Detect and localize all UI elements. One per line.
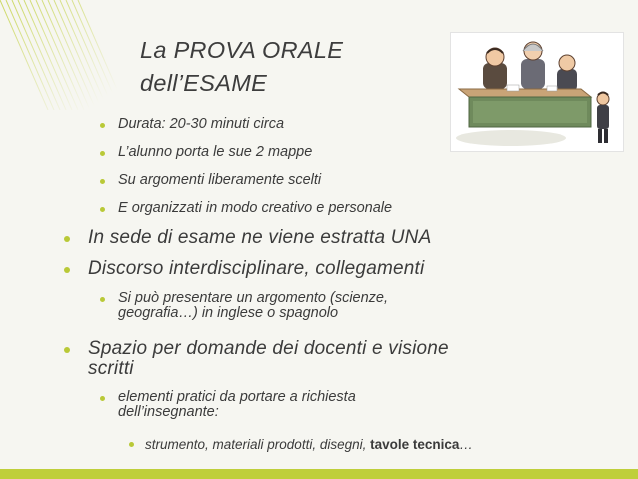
bullet-dot [64, 267, 70, 273]
bullet-dot [100, 151, 105, 156]
list-item: Discorso interdisciplinare, collegamenti [88, 259, 424, 279]
emphasis-text: tavole tecnica [370, 437, 460, 452]
slide-title [140, 34, 343, 100]
item-text: strumento, materiali prodotti, disegni, [145, 437, 371, 452]
bottom-accent-bar [0, 469, 638, 479]
item-tail: … [459, 437, 473, 452]
list-item: Spazio per domande dei docenti e visione scritti [88, 339, 449, 379]
list-item: elementi pratici da portare a richiesta dell’insegnante: [118, 390, 356, 420]
title-line-2: dell’ESAME [140, 70, 268, 96]
list-item [145, 437, 473, 452]
list-item: In sede di esame ne viene estratta UNA [88, 228, 431, 248]
bullet-dot [64, 347, 70, 353]
bullet-dot [100, 123, 105, 128]
bullet-dot [100, 179, 105, 184]
exam-commission-cartoon [451, 33, 623, 151]
bullet-dot [64, 236, 70, 242]
list-item: Durata: 20-30 minuti circa [118, 117, 284, 132]
list-item: Si può presentare un argomento (scienze, geografia…) in inglese o spagnolo [118, 291, 388, 321]
decorative-stripes [0, 0, 150, 110]
bullet-dot [129, 442, 134, 447]
bullet-dot [100, 297, 105, 302]
bullet-dot [100, 207, 105, 212]
list-item: E organizzati in modo creativo e personale [118, 201, 392, 216]
exam-illustration [450, 32, 624, 152]
bullet-dot [100, 396, 105, 401]
list-item: Su argomenti liberamente scelti [118, 173, 321, 188]
list-item: L’alunno porta le sue 2 mappe [118, 145, 312, 160]
title-line-1: La PROVA ORALE [140, 37, 344, 63]
